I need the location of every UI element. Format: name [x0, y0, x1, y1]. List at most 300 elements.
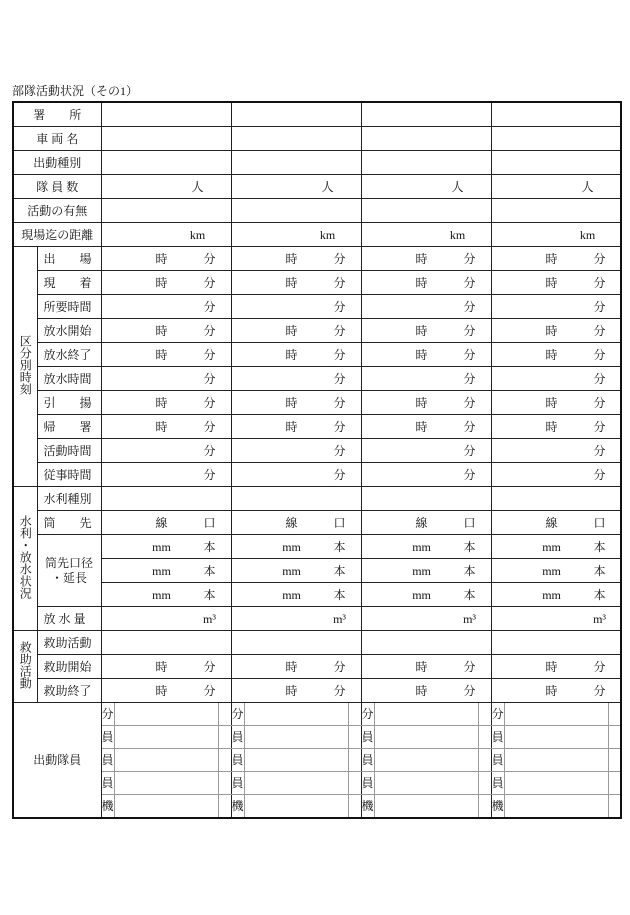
- crew-extra-cell: [608, 703, 621, 726]
- unit-label: 時: [415, 683, 428, 698]
- unit-label: 分: [333, 659, 346, 674]
- unit-label: 分: [203, 443, 216, 458]
- unit-label: 時: [415, 275, 428, 290]
- crew-name-cell: [244, 703, 348, 726]
- crew-name-cell: [504, 749, 608, 772]
- unit-label: 本: [593, 563, 606, 578]
- section-label: [13, 487, 37, 631]
- unit-label: 分: [463, 467, 476, 482]
- data-cell: [361, 607, 491, 631]
- crew-role-label: 員: [101, 726, 114, 749]
- unit-label: 分: [463, 371, 476, 386]
- unit-label: 本: [333, 563, 346, 578]
- data-cell: [231, 631, 361, 655]
- crew-extra-cell: [348, 703, 361, 726]
- unit-label: 分: [593, 323, 606, 338]
- form-row: [13, 487, 621, 511]
- form-row: [13, 223, 621, 247]
- data-cell: [491, 415, 621, 439]
- unit-label: 口: [203, 515, 216, 530]
- unit-label: 時: [285, 395, 298, 410]
- data-cell: [231, 559, 361, 583]
- data-cell: [101, 487, 231, 511]
- data-cell: [491, 535, 621, 559]
- data-cell: [101, 511, 231, 535]
- form-row: [13, 439, 621, 463]
- unit-label: mm: [282, 587, 301, 602]
- unit-label: 分: [203, 419, 216, 434]
- unit-label: 時: [155, 419, 168, 434]
- crew-name-cell: [244, 772, 348, 795]
- unit-label: 分: [333, 371, 346, 386]
- unit-label: mm: [542, 539, 561, 554]
- data-cell: [361, 295, 491, 319]
- data-cell: [101, 175, 231, 199]
- unit-label: 分: [463, 683, 476, 698]
- data-cell: [101, 223, 231, 247]
- data-cell: [361, 391, 491, 415]
- crew-role-label: 分: [231, 703, 244, 726]
- unit-label: 分: [203, 683, 216, 698]
- row-label: 引 揚: [37, 391, 101, 415]
- data-cell: [361, 679, 491, 703]
- crew-row: [13, 749, 621, 772]
- unit-label: 分: [463, 251, 476, 266]
- row-label: 帰 署: [37, 415, 101, 439]
- row-label: 救助活動: [37, 631, 101, 655]
- crew-role-label: 員: [491, 772, 504, 795]
- row-label: 放水開始: [37, 319, 101, 343]
- form-row: [13, 247, 621, 271]
- unit-label: 分: [593, 419, 606, 434]
- form-row: [13, 679, 621, 703]
- section-label-text: 区分別時刻: [18, 335, 33, 395]
- row-label: 救助開始: [37, 655, 101, 679]
- unit-label: 本: [463, 539, 476, 554]
- unit-label: 時: [285, 347, 298, 362]
- crew-extra-cell: [608, 795, 621, 819]
- crew-row: [13, 772, 621, 795]
- data-cell: [361, 151, 491, 175]
- unit-label: km: [449, 227, 466, 242]
- unit-label: 時: [415, 419, 428, 434]
- unit-label: 時: [285, 419, 298, 434]
- unit-label: 本: [593, 587, 606, 602]
- row-label: 所要時間: [37, 295, 101, 319]
- crew-extra-cell: [478, 703, 491, 726]
- data-cell: [361, 487, 491, 511]
- crew-role-label: 機: [361, 795, 374, 819]
- data-cell: [491, 199, 621, 223]
- unit-label: 時: [545, 251, 558, 266]
- crew-name-cell: [374, 772, 478, 795]
- unit-label: 時: [155, 323, 168, 338]
- data-cell: [101, 415, 231, 439]
- crew-role-label: 員: [231, 749, 244, 772]
- data-cell: [231, 247, 361, 271]
- data-cell: [491, 439, 621, 463]
- row-label: 出 場: [37, 247, 101, 271]
- unit-label: 時: [155, 659, 168, 674]
- unit-label: 分: [333, 395, 346, 410]
- row-label: 出動種別: [13, 151, 101, 175]
- unit-label: 分: [333, 323, 346, 338]
- data-cell: [231, 511, 361, 535]
- unit-label: 時: [415, 347, 428, 362]
- form-row: [13, 655, 621, 679]
- data-cell: [231, 175, 361, 199]
- form-row: [13, 319, 621, 343]
- unit-label: 分: [463, 299, 476, 314]
- crew-extra-cell: [348, 749, 361, 772]
- data-cell: [101, 391, 231, 415]
- unit-label: mm: [542, 563, 561, 578]
- unit-label: 分: [333, 443, 346, 458]
- data-cell: [101, 631, 231, 655]
- unit-label: m³: [463, 611, 477, 626]
- unit-label: 分: [203, 251, 216, 266]
- unit-label: 時: [285, 275, 298, 290]
- form-row: [13, 535, 621, 559]
- unit-label: 分: [463, 443, 476, 458]
- unit-label: 時: [155, 683, 168, 698]
- crew-name-cell: [374, 795, 478, 819]
- row-label: 水利種別: [37, 487, 101, 511]
- section-label: [13, 247, 37, 487]
- row-label: 活動の有無: [13, 199, 101, 223]
- form-row: [13, 271, 621, 295]
- row-label: 放水終了: [37, 343, 101, 367]
- data-cell: [491, 151, 621, 175]
- crew-extra-cell: [218, 749, 231, 772]
- unit-label: 分: [333, 275, 346, 290]
- unit-label: 時: [545, 323, 558, 338]
- crew-role-label: 員: [101, 749, 114, 772]
- section-label: [13, 631, 37, 703]
- data-cell: [101, 199, 231, 223]
- data-cell: [491, 463, 621, 487]
- crew-role-label: 員: [361, 726, 374, 749]
- unit-label: m³: [333, 611, 346, 626]
- crew-extra-cell: [478, 726, 491, 749]
- unit-label: 時: [545, 275, 558, 290]
- crew-name-cell: [114, 772, 218, 795]
- unit-label: 分: [203, 467, 216, 482]
- unit-label: 分: [203, 347, 216, 362]
- unit-label: 分: [593, 299, 606, 314]
- form-row: [13, 199, 621, 223]
- unit-label: mm: [152, 563, 171, 578]
- data-cell: [361, 439, 491, 463]
- crew-row: [13, 795, 621, 819]
- data-cell: [491, 271, 621, 295]
- unit-label: 分: [333, 683, 346, 698]
- data-cell: [361, 655, 491, 679]
- unit-label: 分: [333, 347, 346, 362]
- data-cell: [491, 511, 621, 535]
- unit-label: mm: [152, 539, 171, 554]
- crew-name-cell: [244, 726, 348, 749]
- data-cell: [231, 415, 361, 439]
- unit-label: 線: [545, 515, 558, 530]
- unit-label: 分: [593, 683, 606, 698]
- unit-label: 本: [203, 563, 216, 578]
- crew-role-label: 分: [101, 703, 114, 726]
- unit-label: 分: [203, 323, 216, 338]
- unit-label: 時: [415, 659, 428, 674]
- data-cell: [231, 151, 361, 175]
- unit-label: 分: [593, 371, 606, 386]
- activity-status-table: [12, 101, 622, 819]
- row-label: 筒 先: [37, 511, 101, 535]
- unit-label: 時: [155, 395, 168, 410]
- data-cell: [491, 559, 621, 583]
- data-cell: [491, 247, 621, 271]
- crew-extra-cell: [218, 772, 231, 795]
- crew-role-label: 分: [491, 703, 504, 726]
- data-cell: [231, 583, 361, 607]
- unit-label: 時: [285, 683, 298, 698]
- form-row: [13, 415, 621, 439]
- row-label: 現 着: [37, 271, 101, 295]
- crew-row: [13, 726, 621, 749]
- unit-label: 時: [155, 347, 168, 362]
- unit-label: 分: [203, 299, 216, 314]
- data-cell: [491, 295, 621, 319]
- form-title: 部隊活動状況（その1）: [12, 84, 139, 98]
- data-cell: [491, 631, 621, 655]
- data-cell: [101, 607, 231, 631]
- crew-role-label: 員: [101, 772, 114, 795]
- unit-label: 分: [203, 371, 216, 386]
- data-cell: [231, 102, 361, 127]
- unit-label: 分: [333, 251, 346, 266]
- crew-role-label: 機: [491, 795, 504, 819]
- unit-label: mm: [282, 539, 301, 554]
- data-cell: [101, 343, 231, 367]
- data-cell: [361, 535, 491, 559]
- data-cell: [231, 223, 361, 247]
- unit-label: 時: [545, 659, 558, 674]
- row-label: 現場迄の距離: [13, 223, 101, 247]
- unit-label: km: [189, 227, 206, 242]
- data-cell: [101, 655, 231, 679]
- data-cell: [231, 343, 361, 367]
- form-row: [13, 607, 621, 631]
- data-cell: [231, 607, 361, 631]
- row-label-line: ・延長: [51, 570, 88, 585]
- row-label: 活動時間: [37, 439, 101, 463]
- data-cell: [361, 559, 491, 583]
- form-row: [13, 511, 621, 535]
- crew-name-cell: [114, 726, 218, 749]
- data-cell: [361, 463, 491, 487]
- data-cell: [101, 319, 231, 343]
- data-cell: [231, 439, 361, 463]
- crew-extra-cell: [608, 749, 621, 772]
- unit-label: 時: [285, 323, 298, 338]
- unit-label: 本: [333, 539, 346, 554]
- row-label: 救助終了: [37, 679, 101, 703]
- data-cell: [491, 391, 621, 415]
- data-cell: [361, 415, 491, 439]
- unit-label: 本: [593, 539, 606, 554]
- data-cell: [101, 583, 231, 607]
- crew-name-cell: [504, 703, 608, 726]
- data-cell: [101, 679, 231, 703]
- unit-label: 分: [593, 467, 606, 482]
- data-cell: [361, 247, 491, 271]
- crew-name-cell: [114, 749, 218, 772]
- form-row: [13, 583, 621, 607]
- unit-label: 分: [593, 347, 606, 362]
- data-cell: [231, 655, 361, 679]
- form-row: [13, 463, 621, 487]
- data-cell: [101, 151, 231, 175]
- unit-label: mm: [152, 587, 171, 602]
- data-cell: [231, 127, 361, 151]
- crew-name-cell: [504, 795, 608, 819]
- data-cell: [101, 295, 231, 319]
- data-cell: [361, 583, 491, 607]
- crew-extra-cell: [478, 795, 491, 819]
- data-cell: [231, 487, 361, 511]
- data-cell: [491, 655, 621, 679]
- crew-name-cell: [374, 726, 478, 749]
- crew-role-label: 員: [231, 772, 244, 795]
- data-cell: [101, 102, 231, 127]
- data-cell: [231, 319, 361, 343]
- crew-section-label: 出動隊員: [13, 703, 101, 819]
- unit-label: 分: [203, 659, 216, 674]
- unit-label: m³: [203, 611, 216, 626]
- unit-label: 時: [545, 395, 558, 410]
- crew-role-label: 員: [231, 726, 244, 749]
- data-cell: [231, 535, 361, 559]
- crew-extra-cell: [218, 726, 231, 749]
- form-row: [13, 102, 621, 127]
- unit-label: 分: [593, 251, 606, 266]
- unit-label: 分: [463, 323, 476, 338]
- data-cell: [361, 199, 491, 223]
- crew-extra-cell: [348, 726, 361, 749]
- crew-extra-cell: [348, 772, 361, 795]
- data-cell: [361, 102, 491, 127]
- crew-role-label: 分: [361, 703, 374, 726]
- row-label: 放水時間: [37, 367, 101, 391]
- section-label-text: 水利・放水状況: [18, 515, 33, 599]
- unit-label: 分: [463, 395, 476, 410]
- form-row: [13, 367, 621, 391]
- unit-label: mm: [282, 563, 301, 578]
- crew-role-label: 員: [361, 772, 374, 795]
- unit-label: 分: [333, 299, 346, 314]
- crew-row: [13, 703, 621, 726]
- unit-label: 人: [321, 179, 334, 194]
- unit-label: 時: [545, 347, 558, 362]
- form-row: [13, 151, 621, 175]
- data-cell: [491, 127, 621, 151]
- form-row: [13, 175, 621, 199]
- row-label: 放 水 量: [37, 607, 101, 631]
- crew-name-cell: [374, 703, 478, 726]
- row-label: 署 所: [13, 102, 101, 127]
- data-cell: [231, 463, 361, 487]
- form-row: [13, 631, 621, 655]
- unit-label: 人: [581, 179, 594, 194]
- unit-label: 分: [463, 275, 476, 290]
- unit-label: 線: [415, 515, 428, 530]
- data-cell: [101, 463, 231, 487]
- unit-label: m³: [593, 611, 607, 626]
- unit-label: 線: [155, 515, 168, 530]
- unit-label: 分: [203, 395, 216, 410]
- unit-label: 時: [545, 683, 558, 698]
- data-cell: [491, 487, 621, 511]
- data-cell: [491, 583, 621, 607]
- section-label-text: 救助活動: [18, 641, 33, 689]
- crew-name-cell: [504, 772, 608, 795]
- crew-name-cell: [244, 749, 348, 772]
- form-row: [13, 391, 621, 415]
- unit-label: km: [579, 227, 596, 242]
- data-cell: [101, 127, 231, 151]
- unit-label: mm: [542, 587, 561, 602]
- unit-label: km: [319, 227, 336, 242]
- unit-label: 時: [285, 251, 298, 266]
- data-cell: [101, 271, 231, 295]
- data-cell: [361, 367, 491, 391]
- data-cell: [361, 631, 491, 655]
- data-cell: [231, 679, 361, 703]
- unit-label: 時: [285, 659, 298, 674]
- crew-extra-cell: [348, 795, 361, 819]
- row-label: [37, 535, 101, 607]
- crew-role-label: 員: [491, 726, 504, 749]
- data-cell: [101, 367, 231, 391]
- crew-role-label: 機: [231, 795, 244, 819]
- unit-label: 人: [451, 179, 464, 194]
- unit-label: 分: [333, 419, 346, 434]
- data-cell: [361, 127, 491, 151]
- crew-role-label: 員: [361, 749, 374, 772]
- row-label: 隊 員 数: [13, 175, 101, 199]
- form-row: [13, 559, 621, 583]
- unit-label: 分: [593, 395, 606, 410]
- unit-label: mm: [412, 563, 431, 578]
- crew-role-label: 員: [491, 749, 504, 772]
- unit-label: 時: [155, 275, 168, 290]
- unit-label: 口: [333, 515, 346, 530]
- unit-label: 本: [333, 587, 346, 602]
- data-cell: [361, 175, 491, 199]
- data-cell: [491, 175, 621, 199]
- unit-label: 本: [203, 587, 216, 602]
- data-cell: [361, 511, 491, 535]
- crew-extra-cell: [608, 772, 621, 795]
- unit-label: 時: [545, 419, 558, 434]
- data-cell: [361, 223, 491, 247]
- activity-status-table-body: [13, 102, 621, 818]
- unit-label: 時: [415, 251, 428, 266]
- data-cell: [491, 367, 621, 391]
- data-cell: [361, 343, 491, 367]
- crew-extra-cell: [478, 749, 491, 772]
- unit-label: 本: [203, 539, 216, 554]
- form-row: [13, 295, 621, 319]
- data-cell: [491, 607, 621, 631]
- crew-extra-cell: [218, 703, 231, 726]
